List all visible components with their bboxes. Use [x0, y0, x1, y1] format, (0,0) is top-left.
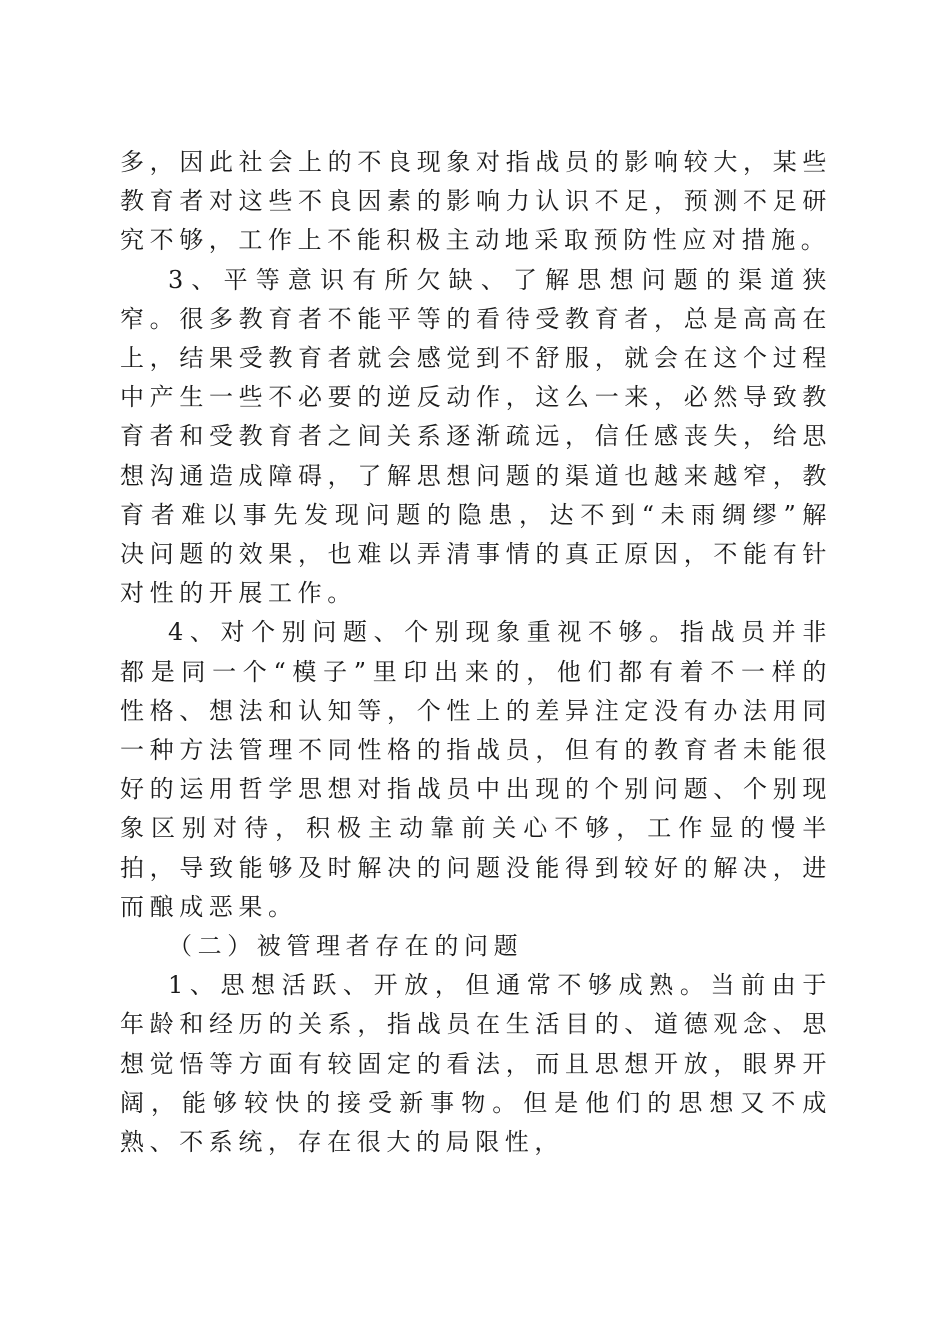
section-heading: （二）被管理者存在的问题 [168, 932, 524, 961]
document-body [120, 143, 832, 1162]
paragraph-continuation: 多，因此社会上的不良现象对指战员的影响较大，某些教育者对这些不良因素的影响力认识不足，预测不足研究不够，工作上不能积极主动地采取预防性应对措施。 [120, 148, 832, 255]
paragraph-item-3: 3、平等意识有所欠缺、了解思想问题的渠道狭窄。很多教育者不能平等的看待受教育者，总是高高在上，结果受教育者就会感觉到不舒服，就会在这个过程中产生一些不必要的逆反动作，这么一来，必然导致教育者和受教育者之间关系逐渐疏远，信任感丧失，给思想沟通造成障碍，了解思想问题的渠道也越来越窄，教育者难以事先发现问题的隐患，达不到“未雨绸缪”解决问题的效果，也难以弄清事情的真正原因，不能有针对性的开展工作。 [120, 265, 832, 608]
paragraph-section-2-item-1: 1、思想活跃、开放，但通常不够成熟。当前由于年龄和经历的关系，指战员在生活目的、道德观念、思想觉悟等方面有较固定的看法，而且思想开放，眼界开阔，能够较快的接受新事物。但是他们的思想又不成熟、不系统，存在很大的局限性， [120, 971, 832, 1157]
paragraph-item-4: 4、对个别问题、个别现象重视不够。指战员并非都是同一个“模子”里印出来的，他们都有着不一样的性格、想法和认知等，个性上的差异注定没有办法用同一种方法管理不同性格的指战员，但有的教育者未能很好的运用哲学思想对指战员中出现的个别问题、个别现象区别对待，积极主动靠前关心不够，工作显的慢半拍，导致能够及时解决的问题没能得到较好的解决，进而酿成恶果。 [120, 618, 832, 921]
